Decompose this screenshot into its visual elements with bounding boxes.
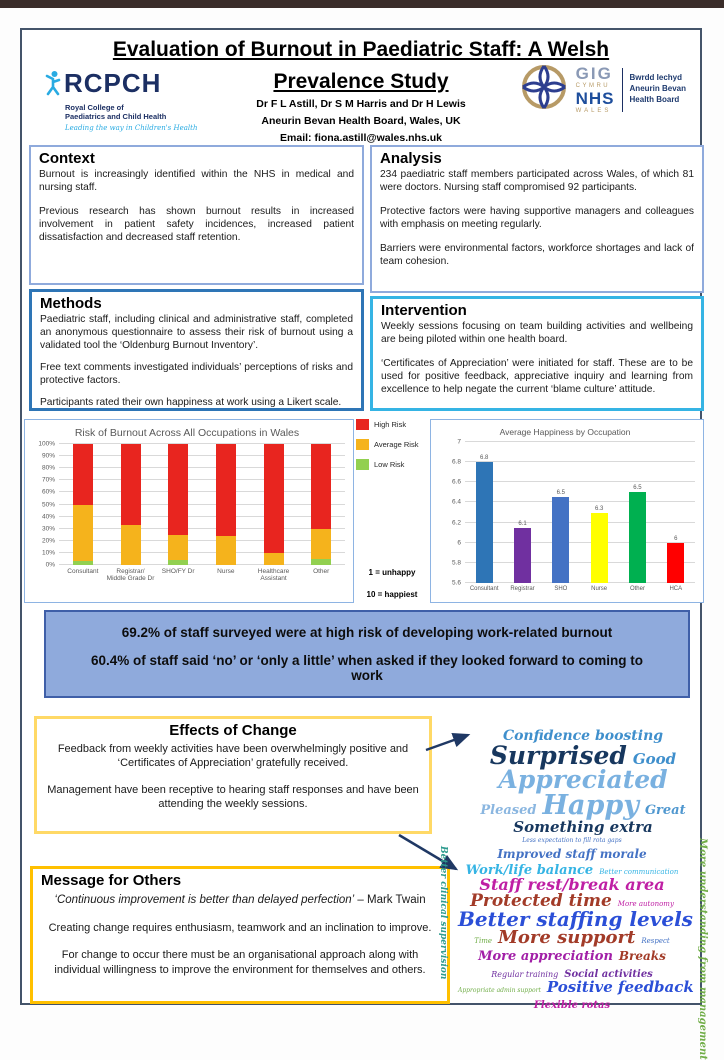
bar-segment	[311, 444, 331, 529]
x-tick-label: Nurse	[217, 568, 235, 575]
vertical-word-right: More understanding from management	[697, 838, 708, 1060]
poster-title-line2: Prevalence Study	[273, 69, 449, 93]
methods-paragraph: Participants rated their own happiness at work using a Likert scale.	[40, 397, 342, 409]
methods-box	[29, 289, 364, 411]
nhs-wales-knot-icon	[519, 62, 569, 117]
methods-heading: Methods	[40, 295, 102, 312]
x-tick-label: Registrar/ Middle Grade Dr	[106, 568, 155, 583]
x-tick-label: Consultant	[469, 586, 499, 592]
stacked-bar	[311, 444, 331, 565]
bar	[629, 492, 646, 583]
bar-column	[542, 442, 580, 583]
quote-attribution: – Mark Twain	[354, 894, 426, 906]
nhs-wales-logo	[519, 62, 686, 117]
wordcloud-word: Pleased	[480, 802, 537, 818]
bar-segment	[73, 505, 93, 562]
bar	[476, 462, 493, 583]
arrow-icon	[422, 727, 482, 759]
wordcloud-word: Protected time	[470, 890, 612, 911]
analysis-box	[370, 145, 704, 293]
bar-segment	[168, 560, 188, 565]
authors-block	[212, 96, 510, 146]
quote-text: ‘Continuous improvement is better than delayed perfection’	[54, 894, 355, 906]
wordcloud-line	[455, 829, 689, 845]
wordcloud-word: Positive feedback	[546, 978, 694, 997]
wordcloud-word: More appreciation	[478, 948, 613, 964]
burnout-plot	[59, 444, 345, 565]
risk-legend	[356, 419, 428, 603]
bar	[514, 528, 531, 583]
y-tick-label: 20%	[41, 537, 55, 545]
wordcloud-line	[455, 929, 689, 947]
legend-label: High Risk	[374, 420, 407, 429]
wordcloud-word: More autonomy	[617, 899, 674, 908]
legend-item	[356, 419, 428, 430]
x-tick-label: Registrar	[510, 586, 535, 592]
wordcloud-word: Improved staff morale	[497, 846, 647, 861]
happiness-x-labels	[465, 586, 695, 598]
bar-segment	[311, 559, 331, 565]
suggestions-wordcloud	[438, 834, 708, 1060]
analysis-paragraph: Protective factors were having supportive managers and colleagues with emphasis on meeting regularly.	[380, 206, 694, 231]
stacked-bar	[121, 444, 141, 565]
x-tick-label: Consultant	[67, 568, 99, 575]
context-paragraph: Burnout is increasingly identified within the NHS in medical and nursing staff.	[39, 169, 354, 194]
bar-slot	[202, 444, 250, 565]
intervention-paragraph: Weekly sessions focusing on team building activities and wellbeing are being piloted within one health board.	[381, 321, 693, 346]
legend-swatch	[356, 419, 369, 430]
wordcloud-line	[455, 845, 689, 861]
rcpch-tagline: Leading the way in Children's Health	[65, 123, 198, 132]
bar-segment	[73, 561, 93, 565]
context-box	[29, 145, 364, 285]
x-tick-label: Nurse	[591, 586, 608, 592]
wordcloud-word: Confidence boosting	[502, 728, 664, 745]
wordcloud-word: Better communication	[599, 867, 679, 876]
poster	[20, 28, 708, 1060]
burnout-bars	[59, 444, 345, 565]
wordcloud-line	[442, 789, 724, 821]
wordcloud-word: Good	[632, 749, 677, 768]
bar-column	[580, 442, 618, 583]
y-tick-label: 6.8	[451, 458, 461, 466]
bar-segment	[168, 444, 188, 535]
bar	[552, 497, 569, 583]
y-tick-label: 6.6	[451, 478, 461, 486]
bar-segment	[73, 444, 93, 505]
wordcloud-word: Better staffing levels	[458, 906, 693, 931]
bar-segment	[264, 553, 284, 565]
legend-label: Low Risk	[374, 460, 405, 469]
x-tick-label: SHO/FY Dr	[161, 568, 195, 575]
stacked-bar	[73, 444, 93, 565]
wordcloud-word: Less expectation to fill rota gaps	[522, 837, 622, 845]
context-heading: Context	[39, 150, 95, 167]
bar-value-label: 6.3	[594, 505, 604, 512]
burnout-x-labels	[59, 568, 345, 598]
key-finding-1: 69.2% of staff surveyed were at high risk of developing work-related burnout	[121, 625, 613, 640]
bar	[667, 543, 684, 583]
happiness-bars	[465, 442, 695, 583]
bar-value-label: 6.5	[633, 485, 642, 492]
methods-paragraph: Free text comments investigated individuals’ perceptions of risks and protective factors.	[40, 362, 353, 387]
wordcloud-word: Time	[474, 937, 492, 946]
legend-swatch	[356, 459, 369, 470]
rcpch-acronym: RCPCH	[64, 68, 162, 98]
y-tick-label: 100%	[38, 440, 55, 448]
y-tick-label: 5.8	[451, 559, 461, 567]
effects-heading: Effects of Change	[169, 722, 297, 739]
happiness-plot	[465, 442, 695, 583]
rcpch-name: Royal College of Paediatrics and Child Health	[65, 103, 167, 122]
bar-column	[657, 442, 695, 583]
bar-slot	[250, 444, 298, 565]
wordcloud-line	[455, 978, 694, 997]
message-paragraph: Creating change requires enthusiasm, teamwork and an inclination to improve.	[48, 921, 432, 934]
quote-line	[41, 893, 439, 908]
feedback-wordcloud	[442, 716, 724, 846]
vertical-word-left: Better clinical supervision	[438, 846, 448, 980]
bar-column	[465, 442, 503, 583]
y-tick-label: 50%	[41, 501, 55, 508]
bar-value-label: 6	[674, 535, 678, 542]
rcpch-logo	[44, 70, 214, 132]
wordcloud-word: Appreciated	[498, 765, 668, 795]
wordcloud-word: Staff rest/break area	[479, 875, 665, 895]
analysis-heading: Analysis	[380, 150, 442, 167]
happiness-scale-note-high: 10 = happiest	[366, 590, 418, 599]
rcpch-star-person-icon	[44, 70, 62, 101]
y-tick-label: 30%	[41, 525, 55, 533]
wordcloud-word: More support	[497, 927, 636, 949]
y-tick-label: 10%	[41, 549, 55, 557]
bar-column	[503, 442, 541, 583]
stacked-bar	[264, 444, 284, 565]
bar-segment	[311, 529, 331, 559]
authors-line: Dr F L Astill, Dr S M Harris and Dr H Lewis	[256, 98, 466, 110]
bar-slot	[154, 444, 202, 565]
y-tick-label: 5.6	[451, 579, 461, 587]
legend-item	[356, 439, 428, 450]
bar-slot	[297, 444, 345, 565]
bar-segment	[216, 444, 236, 536]
y-tick-label: 40%	[41, 513, 55, 521]
intervention-box	[370, 296, 704, 411]
wordcloud-line	[455, 995, 689, 1011]
wordcloud-word: Flexible rotas	[533, 1000, 611, 1012]
y-tick-label: 0%	[45, 561, 55, 569]
burnout-chart-title: Risk of Burnout Across All Occupations in Wales	[74, 427, 300, 439]
y-tick-label: 90%	[41, 452, 55, 460]
bar-segment	[121, 525, 141, 565]
y-tick-label: 70%	[41, 476, 55, 484]
happiness-scale-note-low: 1 = unhappy	[368, 568, 416, 577]
wordcloud-word: Work/life balance	[465, 862, 594, 878]
bar	[591, 513, 608, 584]
y-tick-label: 6.4	[451, 498, 461, 506]
effects-paragraph: Feedback from weekly activities have been overwhelmingly positive and ‘Certificates of Appreciation’ gratefully received.	[57, 743, 409, 770]
bar-value-label: 6.5	[556, 490, 565, 497]
y-tick-label: 80%	[41, 464, 55, 472]
wordcloud-word: Happy	[542, 789, 639, 821]
nhs-logo-divider	[622, 68, 623, 112]
effects-paragraph: Management have been receptive to hearing staff responses and have been attending the weekly sessions.	[47, 783, 419, 810]
y-tick-label: 60%	[41, 488, 55, 496]
wordcloud-word: Regular training	[491, 969, 559, 979]
top-bar	[0, 0, 724, 8]
key-findings-banner	[44, 610, 690, 698]
bar-slot	[59, 444, 107, 565]
legend-label: Average Risk	[374, 440, 419, 449]
x-tick-label: Healthcare Assistant	[257, 568, 290, 583]
x-tick-label: HCA	[669, 586, 683, 592]
context-paragraph: Previous research has shown burnout results in increased involvement in patient safety incidences, increased patient dissatisfaction and decreased staff retention.	[39, 206, 354, 244]
analysis-paragraph: Barriers were environmental factors, workforce shortages and lack of team cohesion.	[380, 243, 694, 268]
bar-segment	[264, 444, 284, 553]
health-board-name: Bwrdd Iechyd Aneurin Bevan Health Board	[629, 73, 686, 104]
legend-item	[356, 459, 428, 470]
intervention-paragraph: ‘Certificates of Appreciation’ were initiated for staff. These are to be used for positive feedback, appreciative inquiry and learning from excellence to help negate the current ‘blame culture’ attitude.	[381, 358, 693, 396]
legend-swatch	[356, 439, 369, 450]
analysis-paragraph: 234 paediatric staff members participated across Wales, of which 81 were doctors. Nursing staff compromised 92 participants.	[380, 169, 694, 194]
message-heading: Message for Others	[41, 872, 182, 889]
bar-segment	[121, 444, 141, 525]
wordcloud-word: Respect	[641, 937, 670, 946]
stacked-bar	[216, 444, 236, 565]
wordcloud-word: Appropriate admin support	[458, 987, 541, 995]
bar-segment	[216, 536, 236, 565]
nhs-wales-wordmark: GIG CYMRU NHS WALES	[575, 64, 615, 114]
risk-legend-items	[356, 419, 428, 470]
y-tick-label: 6	[457, 539, 461, 547]
affiliation-line: Aneurin Bevan Health Board, Wales, UK	[261, 114, 461, 127]
y-tick-label: 7	[457, 438, 461, 446]
happiness-chart	[430, 419, 704, 603]
key-finding-2: 60.4% of staff said ‘no’ or ‘only a little’ when asked if they looked forward to coming to work	[90, 653, 644, 683]
poster-title-line1: Evaluation of Burnout in Paediatric Staff: A Welsh	[112, 38, 610, 61]
bar-value-label: 6.8	[479, 455, 489, 462]
y-tick-label: 6.2	[451, 519, 461, 527]
x-tick-label: Other	[313, 568, 330, 575]
wordcloud-word: Breaks	[618, 948, 666, 963]
wordcloud-word: Surprised	[489, 740, 627, 770]
bar-value-label: 6.1	[518, 520, 527, 527]
message-for-others-box	[30, 866, 450, 1004]
intervention-heading: Intervention	[381, 302, 467, 319]
x-tick-label: SHO	[554, 586, 568, 592]
bar-column	[618, 442, 656, 583]
wordcloud-word: Great	[644, 802, 686, 818]
wordcloud-word: Something extra	[513, 818, 653, 837]
burnout-y-axis	[29, 440, 59, 569]
burnout-risk-chart	[24, 419, 354, 603]
happiness-y-axis	[435, 438, 465, 587]
methods-paragraph: Paediatric staff, including clinical and administrative staff, completed an anonymous questionnaire to assess their risk of burnout using a validated tool the ‘Oldenburg Burnout Inventory’.	[40, 314, 353, 352]
message-paragraph: For change to occur there must be an organisational approach along with individual willingness to improve the environment for themselves and others.	[54, 949, 426, 976]
effects-of-change-box	[34, 716, 432, 834]
happiness-chart-title: Average Happiness by Occupation	[499, 427, 631, 437]
wordcloud-line	[455, 947, 689, 964]
x-tick-label: Other	[629, 586, 645, 592]
bar-slot	[107, 444, 155, 565]
wordcloud-word: Social activities	[564, 968, 653, 980]
wordcloud-line	[455, 964, 689, 980]
email-line: Email: fiona.astill@wales.nhs.uk	[280, 131, 442, 144]
stacked-bar	[168, 444, 188, 565]
suggestions-wordcloud-lines	[455, 834, 694, 1012]
bar-segment	[168, 535, 188, 560]
